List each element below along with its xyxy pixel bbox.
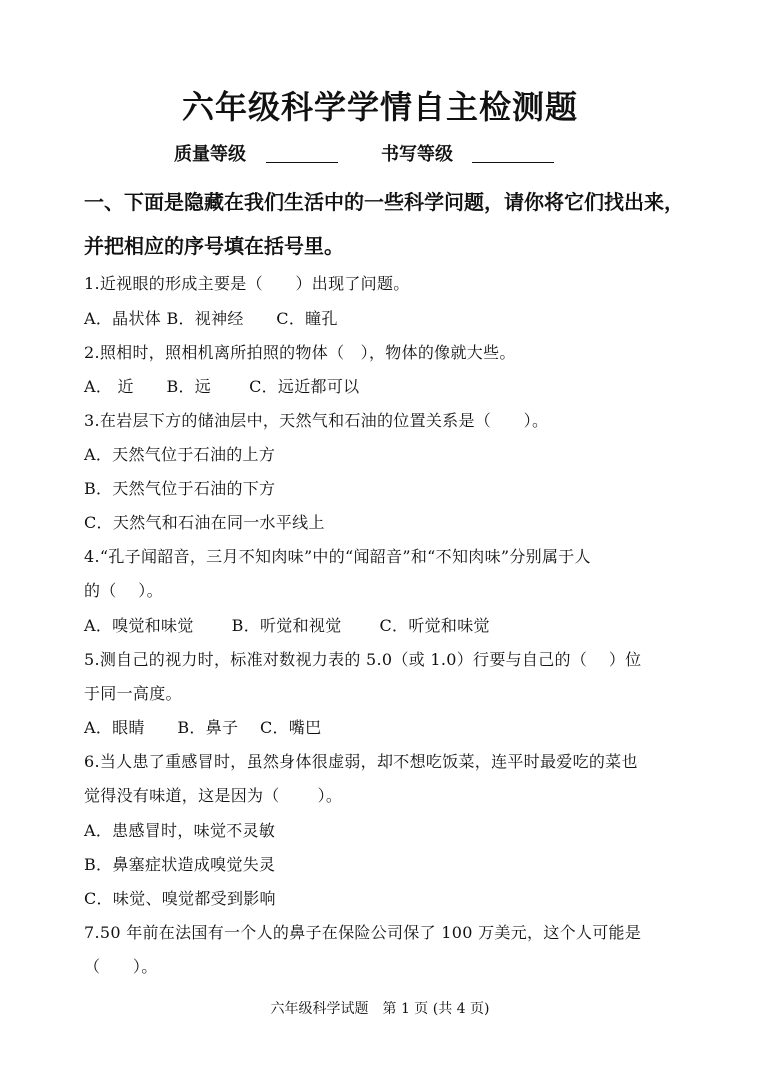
question-line: （ ）。 xyxy=(84,957,158,976)
quality-grade-label: 质量等级 xyxy=(174,144,246,165)
question-line: 7.50 年前在法国有一个人的鼻子在保险公司保了 100 万美元，这个人可能是 xyxy=(84,923,642,942)
option-line: A．患感冒时，味觉不灵敏 xyxy=(84,821,276,840)
page-footer: 六年级科学试题 第 1 页 (共 4 页) xyxy=(270,1001,490,1017)
question-line: 4.“孔子闻韶音，三月不知肉味”中的“闻韶音”和“不知肉味”分别属于人 xyxy=(84,547,591,566)
option-line: A．眼睛 B．鼻子 C．嘴巴 xyxy=(84,718,322,737)
question-line: 5.测自己的视力时，标准对数视力表的 5.0（或 1.0）行要与自己的（ ）位 xyxy=(84,650,642,669)
option-line: C．天然气和石油在同一水平线上 xyxy=(84,513,325,532)
option-line: A．嗅觉和味觉 B．听觉和视觉 C．听觉和味觉 xyxy=(84,616,490,635)
question-line: 的（ ）。 xyxy=(84,581,163,600)
quality-grade-blank xyxy=(266,162,338,163)
option-line: A． 近 B．远 C．远近都可以 xyxy=(84,377,360,396)
question-line: 觉得没有味道，这是因为（ ）。 xyxy=(84,786,343,805)
option-line: A．晶状体 B．视神经 C．瞳孔 xyxy=(84,309,338,328)
grade-row xyxy=(0,140,760,170)
question-line: 6.当人患了重感冒时，虽然身体很虚弱，却不想吃饭菜，连平时最爱吃的菜也 xyxy=(84,752,638,771)
option-line: B．鼻塞症状造成嗅觉失灵 xyxy=(84,855,276,874)
option-line: C．味觉、嗅觉都受到影响 xyxy=(84,889,276,908)
option-line: B．天然气位于石油的下方 xyxy=(84,479,276,498)
writing-grade-blank xyxy=(472,162,554,163)
section-heading-line-2: 并把相应的序号填在括号里。 xyxy=(84,234,344,258)
question-line: 2.照相时，照相机离所拍照的物体（ ），物体的像就大些。 xyxy=(84,343,516,362)
question-line: 1.近视眼的形成主要是（ ）出现了问题。 xyxy=(84,274,410,293)
page-title: 六年级科学学情自主检测题 xyxy=(181,88,578,126)
section-heading-line-1: 一、下面是隐藏在我们生活中的一些科学问题，请你将它们找出来， xyxy=(84,190,684,214)
option-line: A．天然气位于石油的上方 xyxy=(84,445,276,464)
question-line: 3.在岩层下方的储油层中，天然气和石油的位置关系是（ ）。 xyxy=(84,411,549,430)
writing-grade-label: 书写等级 xyxy=(381,144,453,165)
question-line: 于同一高度。 xyxy=(84,684,182,703)
